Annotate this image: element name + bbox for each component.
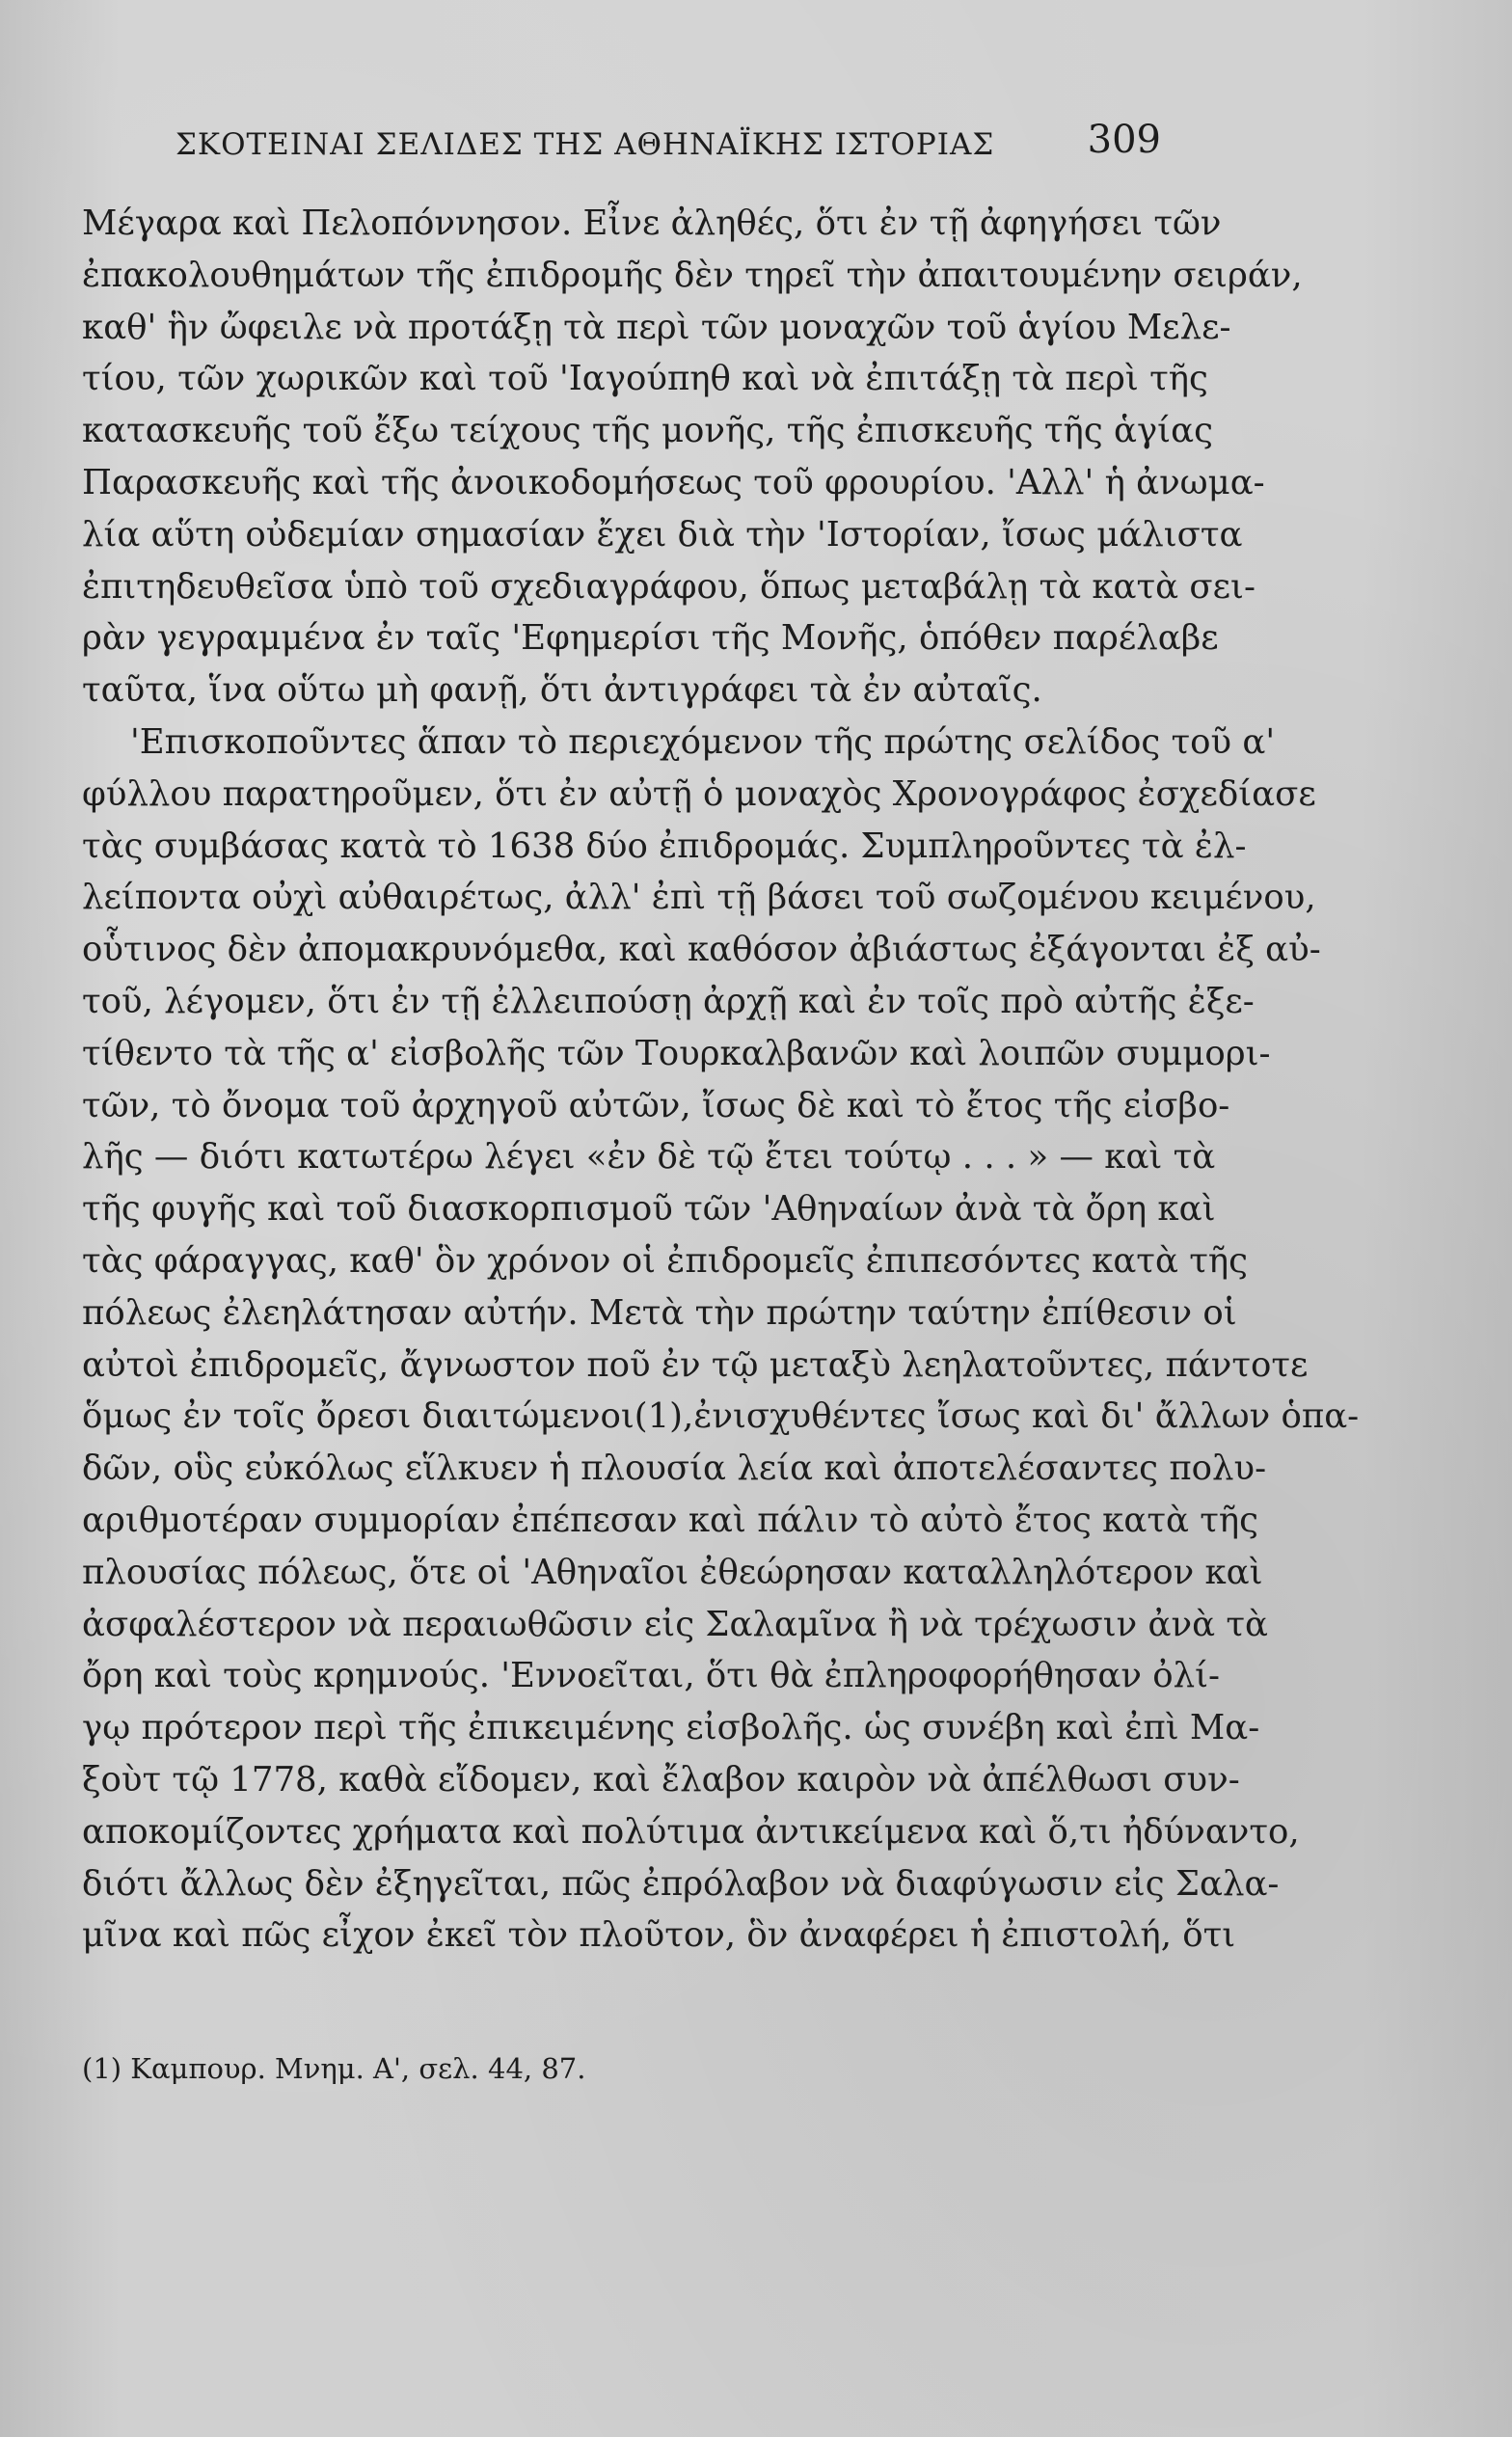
text-line: τὰς φάραγγας, καθ' ὃν χρόνον οἱ ἐπιδρομεῖς ἐπιπεσόντες κατὰ τῆς	[82, 1240, 1248, 1281]
text-line: μῖνα καὶ πῶς εἶχον ἐκεῖ τὸν πλοῦτον, ὃν ἀναφέρει ἡ ἐπιστολή, ὅτι	[82, 1915, 1236, 1956]
text-line: Παρασκευῆς καὶ τῆς ἀνοικοδομήσεως τοῦ φρουρίου. 'Αλλ' ἡ ἀνωμα-	[82, 462, 1265, 502]
text-line: τῶν, τὸ ὄνομα τοῦ ἀρχηγοῦ αὐτῶν, ἴσως δὲ καὶ τὸ ἔτος τῆς εἰσβο-	[82, 1085, 1230, 1125]
text-line: αριθμοτέραν συμμορίαν ἐπέπεσαν καὶ πάλιν τὸ αὐτὸ ἔτος κατὰ τῆς	[82, 1500, 1259, 1540]
text-line: ξοὺτ τῷ 1778, καθὰ εἴδομεν, καὶ ἔλαβον καιρὸν νὰ ἀπέλθωσι συν-	[82, 1759, 1240, 1800]
text-line: Μέγαρα καὶ Πελοπόννησον. Εἶνε ἀληθές, ὅτι ἐν τῇ ἀφηγήσει τῶν	[82, 203, 1222, 243]
text-line: λία αὕτη οὐδεμίαν σημασίαν ἔχει διὰ τὴν 'Ιστορίαν, ἴσως μάλιστα	[82, 514, 1243, 555]
text-line: αποκομίζοντες χρήματα καὶ πολύτιμα ἀντικείμενα καὶ ὅ,τι ἠδύναντο,	[82, 1811, 1300, 1852]
text-line: καθ' ἣν ὤφειλε νὰ προτάξῃ τὰ περὶ τῶν μοναχῶν τοῦ ἁγίου Μελε-	[82, 307, 1231, 347]
text-line: τὰς συμβάσας κατὰ τὸ 1638 δύο ἐπιδρομάς. Συμπληροῦντες τὰ ἐλ-	[82, 826, 1247, 866]
text-line: τοῦ, λέγομεν, ὅτι ἐν τῇ ἐλλειπούσῃ ἀρχῇ καὶ ἐν τοῖς πρὸ αὐτῆς ἐξε-	[82, 981, 1255, 1021]
text-line: οὗτινος δὲν ἀπομακρυνόμεθα, καὶ καθόσον ἀβιάστως ἐξάγονται ἐξ αὐ-	[82, 930, 1321, 970]
text-line: διότι ἄλλως δὲν ἐξηγεῖται, πῶς ἐπρόλαβον νὰ διαφύγωσιν εἰς Σαλα-	[82, 1863, 1280, 1904]
text-line: αὐτοὶ ἐπιδρομεῖς, ἄγνωστον ποῦ ἐν τῷ μεταξὺ λεηλατοῦντες, πάντοτε	[82, 1344, 1309, 1385]
text-line: τῆς φυγῆς καὶ τοῦ διασκορπισμοῦ τῶν 'Αθηναίων ἀνὰ τὰ ὄρη καὶ	[82, 1189, 1216, 1230]
page-number: 309	[1087, 118, 1161, 162]
running-title: ΣΚΟΤΕΙΝΑΙ ΣΕΛΙΔΕΣ ΤΗΣ ΑΘΗΝΑΪΚΗΣ ΙΣΤΟΡΙΑΣ	[176, 127, 995, 162]
text-line: γῳ πρότερον περὶ τῆς ἐπικειμένης εἰσβολῆς. ὡς συνέβη καὶ ἐπὶ Μα-	[82, 1708, 1260, 1748]
text-line: 'Επισκοποῦντες ἅπαν τὸ περιεχόμενον τῆς πρώτης σελίδος τοῦ α'	[130, 721, 1276, 762]
text-line: ἐπακολουθημάτων τῆς ἐπιδρομῆς δὲν τηρεῖ τὴν ἀπαιτουμένην σειράν,	[82, 255, 1303, 295]
text-line: ὄρη καὶ τοὺς κρημνούς. 'Εννοεῖται, ὅτι θὰ ἐπληροφορήθησαν ὀλί-	[82, 1656, 1221, 1696]
text-line: ταῦτα, ἵνα οὕτω μὴ φανῇ, ὅτι ἀντιγράφει τὰ ἐν αὐταῖς.	[82, 670, 1042, 711]
text-line: ἀσφαλέστερον νὰ περαιωθῶσιν εἰς Σαλαμῖνα ἢ νὰ τρέχωσιν ἀνὰ τὰ	[82, 1604, 1268, 1644]
body-text	[82, 198, 1360, 1962]
text-line: πόλεως ἐλεηλάτησαν αὐτήν. Μετὰ τὴν πρώτην ταύτην ἐπίθεσιν οἱ	[82, 1292, 1237, 1333]
text-line: κατασκευῆς τοῦ ἔξω τείχους τῆς μονῆς, τῆς ἐπισκευῆς τῆς ἁγίας	[82, 411, 1213, 451]
text-line: πλουσίας πόλεως, ὅτε οἱ 'Αθηναῖοι ἐθεώρησαν καταλληλότερον καὶ	[82, 1552, 1263, 1592]
running-head	[176, 118, 1161, 176]
footnote: (1) Καμπουρ. Μνημ. Α', σελ. 44, 87.	[82, 2052, 586, 2085]
text-line: τίθεντο τὰ τῆς α' εἰσβολῆς τῶν Τουρκαλβανῶν καὶ λοιπῶν συμμορι-	[82, 1033, 1271, 1073]
text-line: λῆς — διότι κατωτέρω λέγει «ἐν δὲ τῷ ἔτει τούτῳ . . . » — καὶ τὰ	[82, 1137, 1216, 1178]
text-line: φύλλου παρατηροῦμεν, ὅτι ἐν αὐτῇ ὁ μοναχὸς Χρονογράφος ἐσχεδίασε	[82, 773, 1316, 814]
text-line: λείποντα οὐχὶ αὐθαιρέτως, ἀλλ' ἐπὶ τῇ βάσει τοῦ σωζομένου κειμένου,	[82, 878, 1316, 918]
text-line: ρὰν γεγραμμένα ἐν ταῖς 'Εφημερίσι τῆς Μονῆς, ὁπόθεν παρέλαβε	[82, 618, 1219, 659]
text-line: δῶν, οὓς εὐκόλως εἵλκυεν ἡ πλουσία λεία καὶ ἀποτελέσαντες πολυ-	[82, 1449, 1267, 1489]
text-line: τίου, τῶν χωρικῶν καὶ τοῦ 'Ιαγούπηθ καὶ νὰ ἐπιτάξῃ τὰ περὶ τῆς	[82, 359, 1208, 399]
text-line: ἐπιτηδευθεῖσα ὑπὸ τοῦ σχεδιαγράφου, ὅπως μεταβάλῃ τὰ κατὰ σει-	[82, 566, 1256, 607]
text-line: ὅμως ἐν τοῖς ὄρεσι διαιτώμενοι(1),ἐνισχυθέντες ἴσως καὶ δι' ἄλλων ὁπα-	[82, 1396, 1360, 1437]
